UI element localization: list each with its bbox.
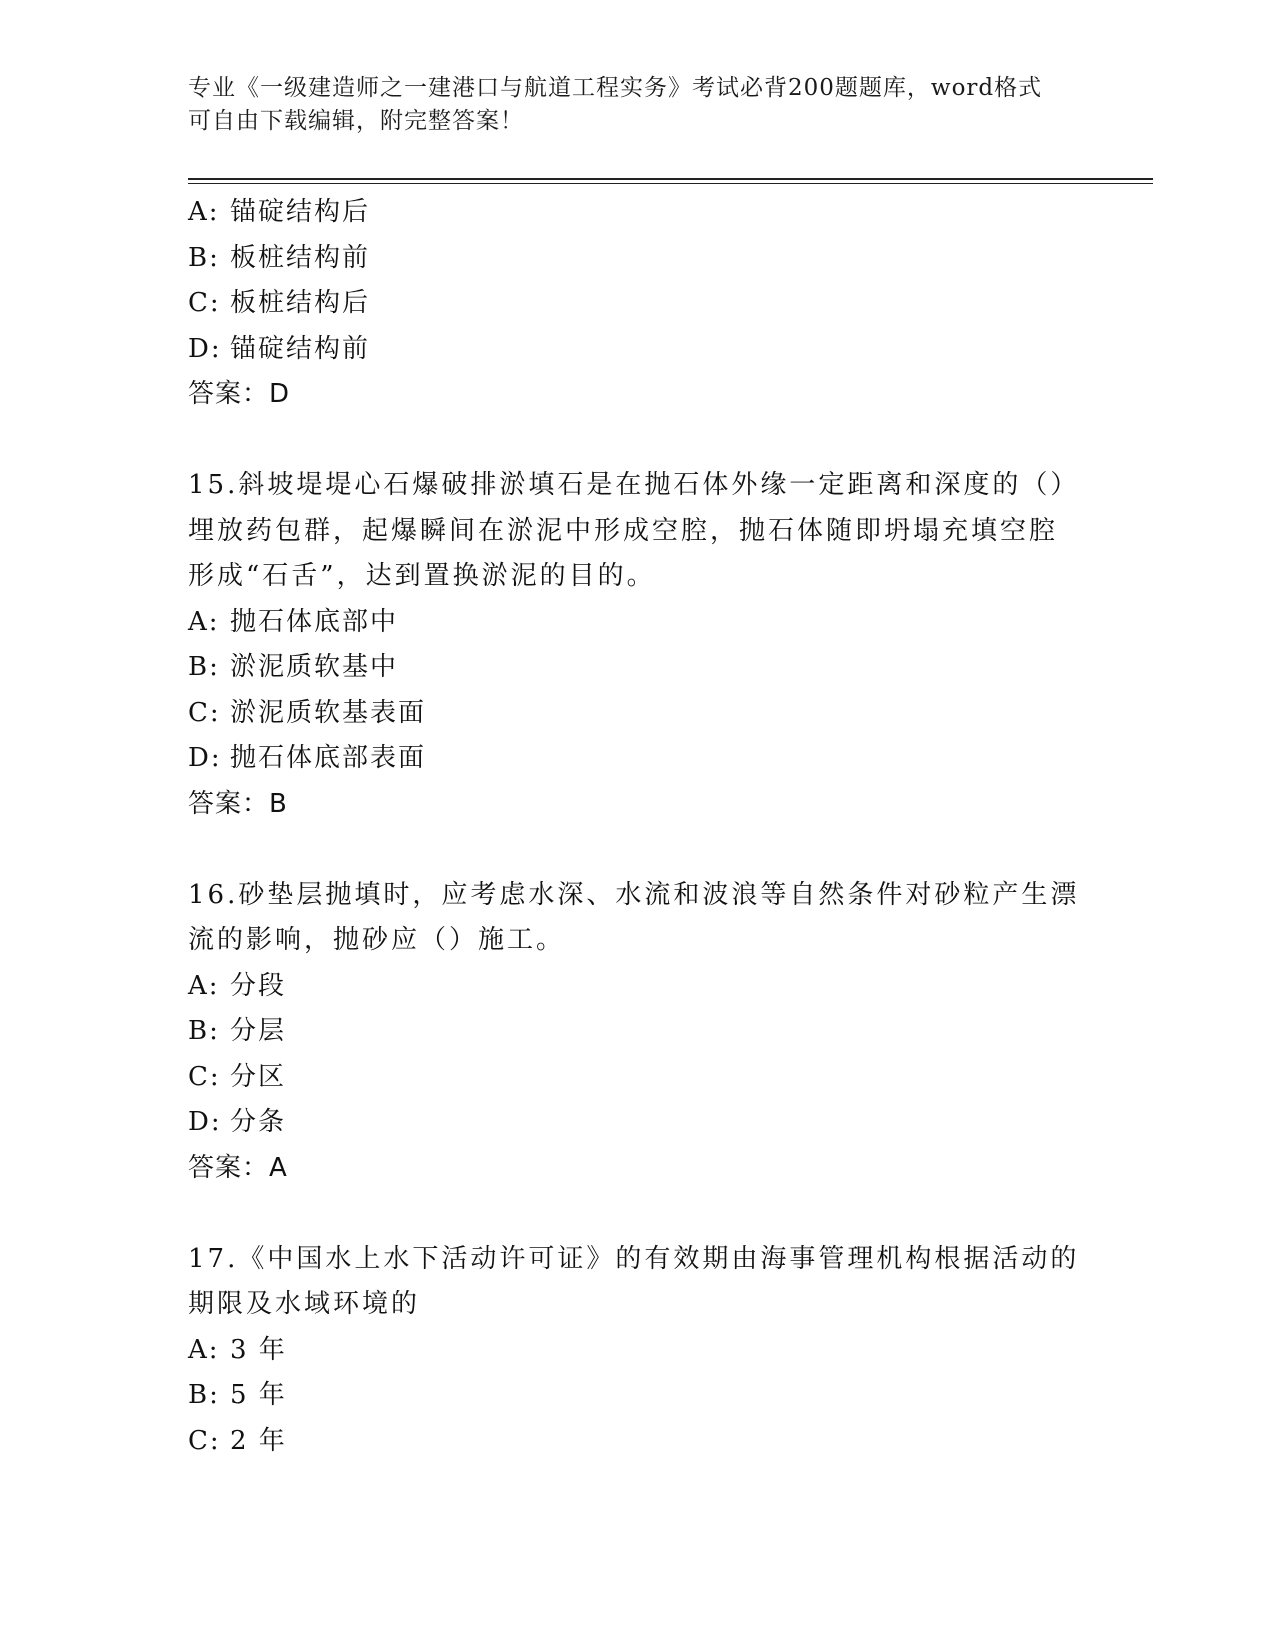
option-text: 分层 [230, 1016, 287, 1046]
spacer [188, 1191, 1088, 1237]
option-text: 板桩结构后 [230, 288, 371, 318]
option-text: 抛石体底部中 [230, 606, 399, 637]
option-text: 3 年 [230, 1334, 287, 1365]
option-a [188, 1328, 1088, 1374]
option-text: 分条 [230, 1107, 287, 1137]
option-letter: B: [188, 1016, 220, 1046]
option-letter: D: [188, 743, 222, 773]
option-b [188, 1373, 1088, 1419]
question-16-block [188, 873, 1088, 1192]
option-letter: C: [188, 1425, 221, 1456]
question-text-line: 形成“石舌”，达到置换淤泥的目的。 [188, 561, 656, 591]
option-d [188, 1100, 1088, 1146]
option-c [188, 1055, 1088, 1101]
option-d [188, 327, 1088, 373]
option-letter: A: [188, 197, 220, 227]
option-b [188, 236, 1088, 282]
question-15-block [188, 463, 1088, 827]
option-a [188, 600, 1088, 646]
option-text: 淤泥质软基表面 [230, 697, 427, 728]
option-text: 抛石体底部表面 [230, 743, 427, 773]
option-text: 板桩结构前 [230, 242, 371, 273]
option-text: 分区 [230, 1061, 287, 1092]
option-letter: D: [188, 1107, 222, 1137]
prev-question-block [188, 190, 1088, 418]
question-content [188, 190, 1088, 1464]
option-text: 锚碇结构后 [230, 197, 371, 227]
option-letter: A: [188, 1334, 220, 1365]
question-text-line: 15.斜坡堤堤心石爆破排淤填石是在抛石体外缘一定距离和深度的（） [188, 470, 1080, 500]
option-letter: C: [188, 1061, 221, 1092]
spacer [188, 418, 1088, 464]
header-line-2: 可自由下载编辑，附完整答案！ [188, 108, 524, 134]
question-text-line: 流的影响，抛砂应（）施工。 [188, 925, 566, 955]
spacer [188, 827, 1088, 873]
answer-line: 答案：D [188, 379, 291, 409]
option-c [188, 691, 1088, 737]
option-text: 锚碇结构前 [230, 333, 371, 364]
option-text: 淤泥质软基中 [230, 652, 399, 682]
header-divider-thick [188, 178, 1153, 180]
question-text-line: 期限及水域环境的 [188, 1289, 421, 1319]
document-header [188, 72, 1088, 138]
option-c [188, 1419, 1088, 1465]
option-letter: D: [188, 333, 222, 364]
option-text: 2 年 [230, 1425, 287, 1456]
header-line-1: 专业《一级建造师之一建港口与航道工程实务》考试必背200题题库，word格式 [188, 75, 1043, 101]
option-letter: B: [188, 1380, 220, 1410]
option-text: 5 年 [230, 1380, 287, 1410]
option-c [188, 281, 1088, 327]
option-letter: A: [188, 606, 220, 637]
answer-line: 答案：A [188, 1152, 288, 1183]
answer-line: 答案：B [188, 788, 288, 819]
option-letter: A: [188, 970, 220, 1001]
option-letter: C: [188, 288, 221, 318]
option-d [188, 736, 1088, 782]
option-b [188, 1009, 1088, 1055]
option-b [188, 645, 1088, 691]
option-a [188, 964, 1088, 1010]
header-divider-thin [188, 183, 1153, 184]
question-text-line: 16.砂垫层抛填时，应考虑水深、水流和波浪等自然条件对砂粒产生漂 [188, 879, 1080, 910]
option-letter: C: [188, 697, 221, 728]
question-text-line: 埋放药包群，起爆瞬间在淤泥中形成空腔，抛石体随即坍塌充填空腔 [188, 515, 1059, 546]
option-letter: B: [188, 652, 220, 682]
question-17-block [188, 1237, 1088, 1465]
option-letter: B: [188, 242, 220, 273]
option-text: 分段 [230, 970, 287, 1001]
question-text-line: 17.《中国水上水下活动许可证》的有效期由海事管理机构根据活动的 [188, 1243, 1080, 1274]
option-a [188, 190, 1088, 236]
